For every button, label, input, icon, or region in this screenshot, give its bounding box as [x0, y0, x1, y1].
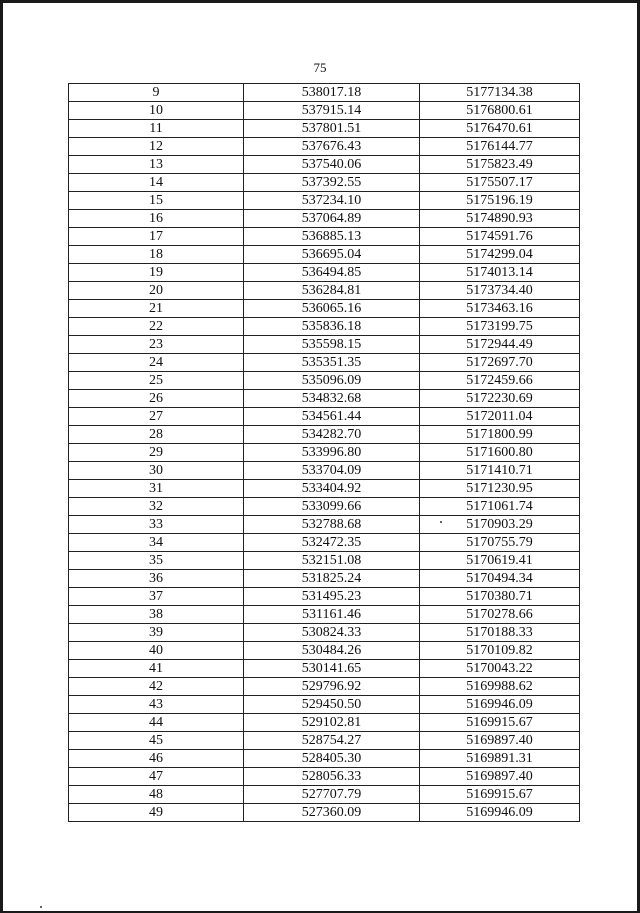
x-coordinate-cell: 528405.30 — [244, 750, 420, 768]
y-coordinate-cell: 5174591.76 — [420, 228, 580, 246]
x-coordinate-cell: 534832.68 — [244, 390, 420, 408]
point-number-cell: 21 — [69, 300, 244, 318]
table-row — [69, 624, 580, 642]
y-coordinate-cell: 5171061.74 — [420, 498, 580, 516]
table-row — [69, 318, 580, 336]
y-coordinate-cell: 5175823.49 — [420, 156, 580, 174]
point-number-cell: 29 — [69, 444, 244, 462]
y-coordinate-cell: 5170903.29 — [420, 516, 580, 534]
point-number-cell: 40 — [69, 642, 244, 660]
y-coordinate-cell: 5169891.31 — [420, 750, 580, 768]
point-number-cell: 9 — [69, 84, 244, 102]
x-coordinate-cell: 533404.92 — [244, 480, 420, 498]
x-coordinate-cell: 537234.10 — [244, 192, 420, 210]
x-coordinate-cell: 530824.33 — [244, 624, 420, 642]
point-number-cell: 34 — [69, 534, 244, 552]
point-number-cell: 27 — [69, 408, 244, 426]
table-row — [69, 156, 580, 174]
table-row — [69, 246, 580, 264]
coordinates-table-body — [69, 84, 580, 822]
y-coordinate-cell: 5172230.69 — [420, 390, 580, 408]
y-coordinate-cell: 5173199.75 — [420, 318, 580, 336]
y-coordinate-cell: 5176800.61 — [420, 102, 580, 120]
y-coordinate-cell: 5169915.67 — [420, 786, 580, 804]
point-number-cell: 31 — [69, 480, 244, 498]
scan-border-top — [0, 0, 640, 3]
point-number-cell: 23 — [69, 336, 244, 354]
x-coordinate-cell: 531825.24 — [244, 570, 420, 588]
table-row — [69, 498, 580, 516]
x-coordinate-cell: 535351.35 — [244, 354, 420, 372]
table-row — [69, 534, 580, 552]
point-number-cell: 18 — [69, 246, 244, 264]
point-number-cell: 12 — [69, 138, 244, 156]
table-row — [69, 768, 580, 786]
y-coordinate-cell: 5169946.09 — [420, 696, 580, 714]
table-row — [69, 300, 580, 318]
x-coordinate-cell: 537915.14 — [244, 102, 420, 120]
y-coordinate-cell: 5171230.95 — [420, 480, 580, 498]
scan-speck — [440, 521, 442, 523]
point-number-cell: 47 — [69, 768, 244, 786]
point-number-cell: 25 — [69, 372, 244, 390]
x-coordinate-cell: 537801.51 — [244, 120, 420, 138]
x-coordinate-cell: 537064.89 — [244, 210, 420, 228]
table-row — [69, 228, 580, 246]
x-coordinate-cell: 532472.35 — [244, 534, 420, 552]
x-coordinate-cell: 528754.27 — [244, 732, 420, 750]
y-coordinate-cell: 5174299.04 — [420, 246, 580, 264]
page-number: 75 — [313, 60, 327, 75]
point-number-cell: 14 — [69, 174, 244, 192]
table-row — [69, 138, 580, 156]
table-row — [69, 174, 580, 192]
table-row — [69, 462, 580, 480]
point-number-cell: 19 — [69, 264, 244, 282]
table-row — [69, 660, 580, 678]
table-row — [69, 390, 580, 408]
x-coordinate-cell: 537540.06 — [244, 156, 420, 174]
point-number-cell: 37 — [69, 588, 244, 606]
y-coordinate-cell: 5169915.67 — [420, 714, 580, 732]
y-coordinate-cell: 5175196.19 — [420, 192, 580, 210]
table-row — [69, 426, 580, 444]
point-number-cell: 33 — [69, 516, 244, 534]
scan-border-left — [0, 0, 3, 913]
table-row — [69, 552, 580, 570]
x-coordinate-cell: 528056.33 — [244, 768, 420, 786]
y-coordinate-cell: 5169988.62 — [420, 678, 580, 696]
point-number-cell: 30 — [69, 462, 244, 480]
point-number-cell: 16 — [69, 210, 244, 228]
table-row — [69, 480, 580, 498]
x-coordinate-cell: 536494.85 — [244, 264, 420, 282]
table-row — [69, 444, 580, 462]
y-coordinate-cell: 5172459.66 — [420, 372, 580, 390]
y-coordinate-cell: 5176470.61 — [420, 120, 580, 138]
point-number-cell: 42 — [69, 678, 244, 696]
table-row — [69, 750, 580, 768]
point-number-cell: 46 — [69, 750, 244, 768]
y-coordinate-cell: 5170278.66 — [420, 606, 580, 624]
point-number-cell: 39 — [69, 624, 244, 642]
x-coordinate-cell: 527707.79 — [244, 786, 420, 804]
y-coordinate-cell: 5173463.16 — [420, 300, 580, 318]
table-row — [69, 408, 580, 426]
y-coordinate-cell: 5170755.79 — [420, 534, 580, 552]
point-number-cell: 44 — [69, 714, 244, 732]
table-row — [69, 264, 580, 282]
x-coordinate-cell: 535096.09 — [244, 372, 420, 390]
y-coordinate-cell: 5176144.77 — [420, 138, 580, 156]
y-coordinate-cell: 5171800.99 — [420, 426, 580, 444]
point-number-cell: 41 — [69, 660, 244, 678]
table-row — [69, 696, 580, 714]
x-coordinate-cell: 530141.65 — [244, 660, 420, 678]
x-coordinate-cell: 527360.09 — [244, 804, 420, 822]
x-coordinate-cell: 537392.55 — [244, 174, 420, 192]
x-coordinate-cell: 533704.09 — [244, 462, 420, 480]
y-coordinate-cell: 5175507.17 — [420, 174, 580, 192]
point-number-cell: 32 — [69, 498, 244, 516]
point-number-cell: 15 — [69, 192, 244, 210]
x-coordinate-cell: 534282.70 — [244, 426, 420, 444]
point-number-cell: 10 — [69, 102, 244, 120]
point-number-cell: 13 — [69, 156, 244, 174]
x-coordinate-cell: 529796.92 — [244, 678, 420, 696]
x-coordinate-cell: 536284.81 — [244, 282, 420, 300]
y-coordinate-cell: 5170043.22 — [420, 660, 580, 678]
x-coordinate-cell: 532788.68 — [244, 516, 420, 534]
x-coordinate-cell: 536065.16 — [244, 300, 420, 318]
y-coordinate-cell: 5170109.82 — [420, 642, 580, 660]
table-row — [69, 210, 580, 228]
y-coordinate-cell: 5169897.40 — [420, 768, 580, 786]
point-number-cell: 35 — [69, 552, 244, 570]
coordinates-table — [68, 83, 580, 822]
y-coordinate-cell: 5177134.38 — [420, 84, 580, 102]
table-row — [69, 786, 580, 804]
y-coordinate-cell: 5171600.80 — [420, 444, 580, 462]
table-row — [69, 84, 580, 102]
y-coordinate-cell: 5170494.34 — [420, 570, 580, 588]
y-coordinate-cell: 5169946.09 — [420, 804, 580, 822]
x-coordinate-cell: 535836.18 — [244, 318, 420, 336]
point-number-cell: 36 — [69, 570, 244, 588]
y-coordinate-cell: 5171410.71 — [420, 462, 580, 480]
table-row — [69, 354, 580, 372]
x-coordinate-cell: 533099.66 — [244, 498, 420, 516]
point-number-cell: 28 — [69, 426, 244, 444]
point-number-cell: 11 — [69, 120, 244, 138]
table-row — [69, 678, 580, 696]
table-row — [69, 372, 580, 390]
table-row — [69, 192, 580, 210]
point-number-cell: 20 — [69, 282, 244, 300]
point-number-cell: 26 — [69, 390, 244, 408]
x-coordinate-cell: 537676.43 — [244, 138, 420, 156]
x-coordinate-cell: 531495.23 — [244, 588, 420, 606]
x-coordinate-cell: 536885.13 — [244, 228, 420, 246]
x-coordinate-cell: 538017.18 — [244, 84, 420, 102]
table-row — [69, 570, 580, 588]
x-coordinate-cell: 529450.50 — [244, 696, 420, 714]
table-row — [69, 642, 580, 660]
point-number-cell: 49 — [69, 804, 244, 822]
x-coordinate-cell: 530484.26 — [244, 642, 420, 660]
table-row — [69, 102, 580, 120]
y-coordinate-cell: 5170619.41 — [420, 552, 580, 570]
y-coordinate-cell: 5174013.14 — [420, 264, 580, 282]
y-coordinate-cell: 5169897.40 — [420, 732, 580, 750]
x-coordinate-cell: 531161.46 — [244, 606, 420, 624]
y-coordinate-cell: 5172944.49 — [420, 336, 580, 354]
table-row — [69, 120, 580, 138]
table-row — [69, 588, 580, 606]
table-row — [69, 804, 580, 822]
y-coordinate-cell: 5172697.70 — [420, 354, 580, 372]
table-row — [69, 336, 580, 354]
point-number-cell: 17 — [69, 228, 244, 246]
y-coordinate-cell: 5173734.40 — [420, 282, 580, 300]
y-coordinate-cell: 5172011.04 — [420, 408, 580, 426]
point-number-cell: 22 — [69, 318, 244, 336]
x-coordinate-cell: 535598.15 — [244, 336, 420, 354]
table-row — [69, 516, 580, 534]
x-coordinate-cell: 533996.80 — [244, 444, 420, 462]
point-number-cell: 45 — [69, 732, 244, 750]
x-coordinate-cell: 534561.44 — [244, 408, 420, 426]
x-coordinate-cell: 532151.08 — [244, 552, 420, 570]
point-number-cell: 48 — [69, 786, 244, 804]
y-coordinate-cell: 5174890.93 — [420, 210, 580, 228]
table-row — [69, 606, 580, 624]
table-row — [69, 714, 580, 732]
point-number-cell: 43 — [69, 696, 244, 714]
point-number-cell: 38 — [69, 606, 244, 624]
x-coordinate-cell: 536695.04 — [244, 246, 420, 264]
table-row — [69, 732, 580, 750]
x-coordinate-cell: 529102.81 — [244, 714, 420, 732]
y-coordinate-cell: 5170188.33 — [420, 624, 580, 642]
point-number-cell: 24 — [69, 354, 244, 372]
scan-speck — [40, 906, 42, 908]
y-coordinate-cell: 5170380.71 — [420, 588, 580, 606]
table-row — [69, 282, 580, 300]
